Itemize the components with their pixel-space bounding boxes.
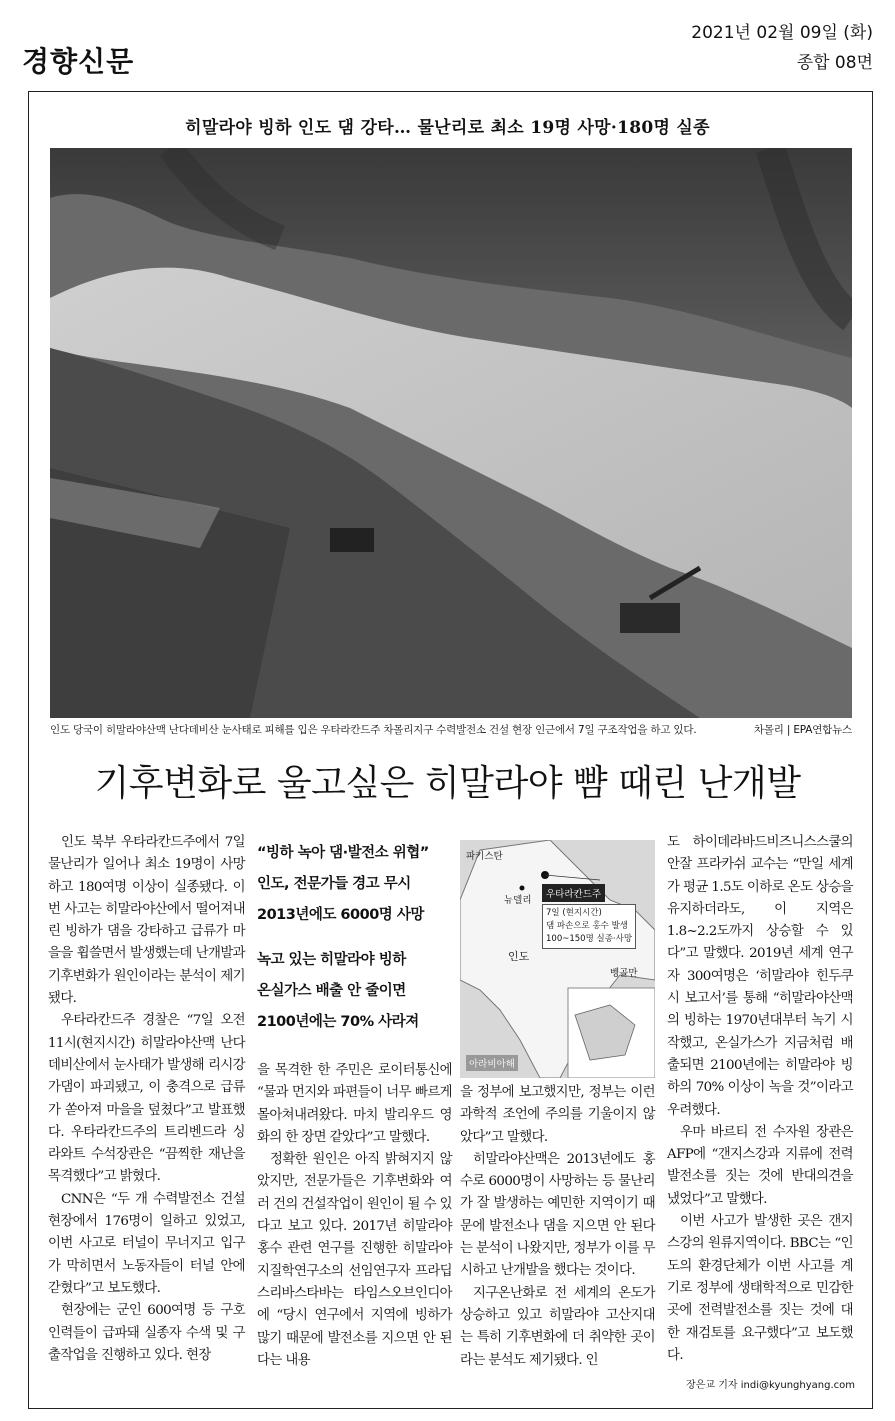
masthead-logo: 경향신문 [22,45,135,78]
paragraph: 을 정부에 보고했지만, 정부는 이런 과학적 조언에 주의를 기울이지 않았다”고 말했다. [460,1085,655,1145]
news-photo [50,148,852,718]
column-1 [48,832,245,1367]
main-headline: 기후변화로 울고싶은 히말라야 뺨 때린 난개발 [94,763,801,804]
map-event-line: 100~150명 실종·사망 [546,934,633,944]
map-label-pakistan: 파키스탄 [466,851,503,862]
dateline [691,18,873,78]
map-event-box [542,904,636,949]
paragraph: 을 목격한 한 주민은 로이터통신에 “물과 먼지와 파편들이 너무 빠르게 몰아쳐내려왔다. 마치 발리우드 영화의 한 장면 같았다”고 말했다. [257,1063,452,1145]
subheads [257,838,452,1038]
map-label-arabian: 아라비아해 [466,1055,518,1071]
pre-headline: 히말라야 빙하 인도 댐 강타… 물난리로 최소 19명 사망·180명 실종 [185,118,710,138]
map-label-new-delhi: 뉴델리 [504,895,532,906]
paragraph: 정확한 원인은 아직 밝혀지지 않았지만, 전문가들은 기후변화와 여러 건의 건설작업이 원인이 될 수 있다고 보고 있다. 2017년 히말라야 홍수 관련 연구를 진행한 히말라야 지질학연구소의 선임연구자 프라딥 스리바스타바는 타임스오브인디아에 “당시 연구에서 지역에 빙하가 많기 때문에 발전소를 지으면 안 된다는 내용 [257,1152,452,1368]
paragraph: 인도 북부 우타라칸드주에서 7일 물난리가 일어나 최소 19명이 사망하고 180여명 이상이 실종됐다. 이번 사고는 히말라야산에서 떨어져내린 빙하가 댐을 강타하고 급류가 마을을 휩쓸면서 발생했는데 난개발과 기후변화가 원인이라는 분석이 제기됐다. [48,835,245,1007]
paragraph: 도 하이데라바드비즈니스스쿨의 안잘 프라카쉬 교수는 “만일 세계가 평균 1.5도 이하로 온도 상승을 유지하더라도, 이 지역은 1.8~2.2도까지 상승할 수 있다”고 말했다. 2019년 세계 연구자 300여명은 ‘히말라야 힌두쿠시 보고서’를 통해 “히말라야산맥의 빙하는 1970년대부터 녹기 시작했고, 온실가스가 지금처럼 배출되면 2100년에는 히말라야 빙하의 70% 이상이 녹을 것”이라고 우려했다. [667,835,853,1118]
subhead-line: 2100년에는 70% 사라져 [257,1014,419,1030]
publication-date: 2021년 02월 09일 (화) [691,23,873,43]
subhead-line: 온실가스 배출 안 줄이면 [257,983,406,999]
column-4 [667,832,853,1367]
paragraph: 우타라칸드주 경찰은 “7일 오전 11시(현지시간) 히말라야산맥 난다데비산에서 눈사태가 발생해 리시강가댐이 파괴됐고, 이 충격으로 급류가 쏟아져 마을을 덮쳤다”고 발표했다. 우타라칸드주의 트리벤드라 싱 라와트 수석장관은 “끔찍한 재난을 목격했다”고 밝혔다. [48,1013,245,1185]
paragraph: 우마 바르티 전 수자원 장관은 AFP에 “갠지스강과 지류에 전력발전소를 짓는 것에 반대의견을 냈었다”고 말했다. [667,1124,853,1207]
column-3 [460,1082,655,1372]
paragraph: CNN은 “두 개 수력발전소 건설현장에서 176명이 일하고 있었고, 이번 사고로 터널이 무너지고 입구가 막히면서 노동자들이 터널 안에 갇혔다”고 보도했다. [48,1191,245,1296]
photo-credit: 차몰리 | EPA연합뉴스 [753,724,852,736]
subhead-line: 2013년에도 6000명 사망 [257,907,424,923]
map-label-state: 우타라칸드주 [542,884,605,902]
paragraph: 지구온난화로 전 세계의 온도가 상승하고 있고 히말라야 고산지대는 특히 기후변화에 더 취약한 곳이라는 분석도 제기됐다. 인 [460,1285,655,1368]
paragraph: 히말라야산맥은 2013년에도 홍수로 6000명이 사망하는 등 물난리가 잘 발생하는 예민한 지역이기 때문에 발전소나 댐을 지으면 안 된다는 분석이 나왔지만, 정부가 이를 무시하고 난개발을 했다는 것이다. [460,1151,655,1279]
column-2 [257,1060,452,1372]
subhead-line: 인도, 전문가들 경고 무시 [257,876,411,892]
locator-map [460,840,655,1078]
reporter-byline: 장은교 기자 indi@kyunghyang.com [686,1380,855,1391]
paragraph: 이번 사고가 발생한 곳은 갠지스강의 원류지역이다. BBC는 “인도의 환경단체가 이번 사고를 계기로 정부에 생태학적으로 민감한 곳에 전력발전소를 짓는 것에 대한 재검토를 요구했다”고 보도했다. [667,1214,853,1363]
subhead-line: 녹고 있는 히말라야 빙하 [257,952,406,968]
map-label-bengal: 벵골만 [610,968,638,979]
map-label-india: 인도 [508,950,530,963]
map-event-line: 댐 파손으로 홍수 발생 [546,921,629,931]
paragraph: 현장에는 군인 600여명 등 구호인력들이 급파돼 실종자 수색 및 구출작업을 진행하고 있다. 현장 [48,1303,245,1363]
map-event-line: 7일 (현지시간) [546,908,602,918]
section-page: 종합 08면 [796,53,873,73]
subhead-line: “빙하 녹아 댐·발전소 위협” [257,845,429,861]
caption-text: 인도 당국이 히말라야산맥 난다데비산 눈사태로 피해를 입은 우타라칸드주 차몰리지구 수력발전소 건설 현장 인근에서 7일 구조작업을 하고 있다. [50,724,697,736]
photo-caption [50,722,852,737]
